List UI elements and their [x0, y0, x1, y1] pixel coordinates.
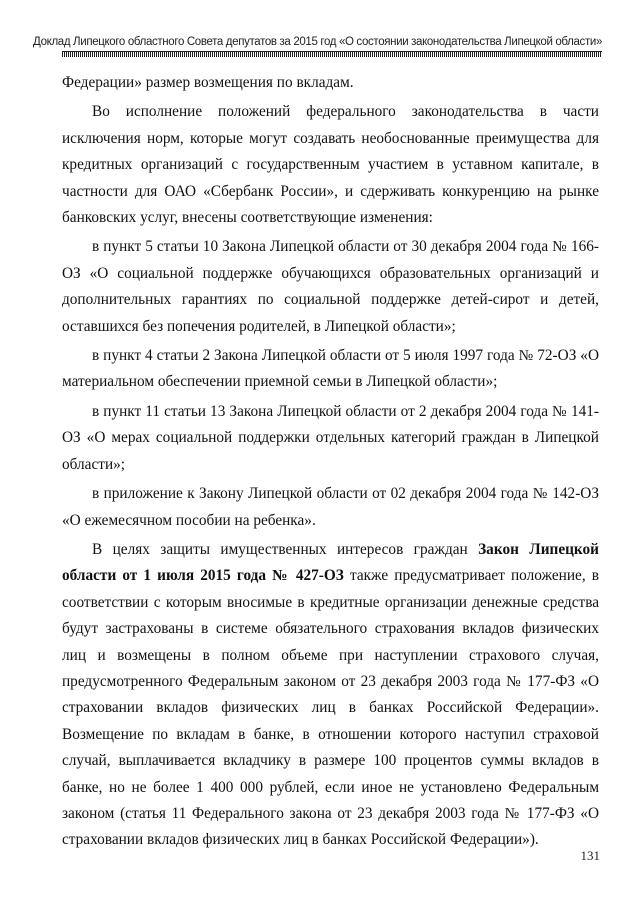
- header-rule: [62, 51, 602, 57]
- paragraph-deposit-insurance: [62, 537, 599, 854]
- list-item-law-166: в пункт 5 статьи 10 Закона Липецкой области от 30 декабря 2004 года № 166-ОЗ «О социальной поддержке обучающихся образовательных организаций и дополнительных гарантиях по социальной поддержке детей-сирот и детей, оставшихся без попечения родителей, в Липецкой области»;: [62, 238, 599, 335]
- law-reference-bold: Закон Липецкой области от 1 июля 2015 года № 427-ОЗ: [62, 540, 599, 585]
- paragraph-rest-text: также предусматривает положение, в соответствии с которым вносимые в кредитные организации денежные средства будут застрахованы в системе обязательного страхования вкладов физических лиц и возмещены в полном объеме при наступлении страхового случая, предусмотренного Федеральным законом от 23 декабря 2003 года № 177-ФЗ «О страховании вкладов физических лиц в банках Российской Федерации». Возмещение по вкладам в банке, в отношении которого наступил страховой случай, выплачивается вкладчику в размере 100 процентов суммы вкладов в банке, но не более 1 400 000 рублей, если иное не установлено Федеральным законом (статья 11 Федерального закона от 23 декабря 2003 года № 177-ФЗ «О страховании вкладов физических лиц в банках Российской Федерации»).: [62, 567, 599, 849]
- paragraph-lead-text: В целях защиты имущественных интересов граждан: [92, 540, 479, 558]
- paragraph-continuation: Федерации» размер возмещения по вкладам.: [62, 74, 354, 91]
- page-number: 131: [580, 848, 600, 863]
- list-item-law-72: в пункт 4 статьи 2 Закона Липецкой области от 5 июля 1997 года № 72-ОЗ «О материальном обеспечении приемной семьи в Липецкой области»;: [62, 347, 599, 391]
- list-item-law-142: в приложение к Закону Липецкой области от 02 декабря 2004 года № 142-ОЗ «О ежемесячном пособии на ребенка».: [62, 485, 599, 529]
- document-body: [62, 70, 599, 854]
- running-header: Доклад Липецкого областного Совета депутатов за 2015 год «О состоянии законодательства Липецкой области»: [33, 36, 602, 48]
- list-item-law-141: в пункт 11 статьи 13 Закона Липецкой области от 2 декабря 2004 года № 141-ОЗ «О мерах социальной поддержки отдельных категорий граждан в Липецкой области»;: [62, 402, 599, 473]
- paragraph-amendments-intro: Во исполнение положений федерального законодательства в части исключения норм, которые могут создавать необоснованные преимущества для кредитных организаций с государственным участием в уставном капитале, в частности для ОАО «Сбербанк России», и сдерживать конкуренцию на рынке банковских услуг, внесены соответствующие изменения:: [62, 103, 599, 227]
